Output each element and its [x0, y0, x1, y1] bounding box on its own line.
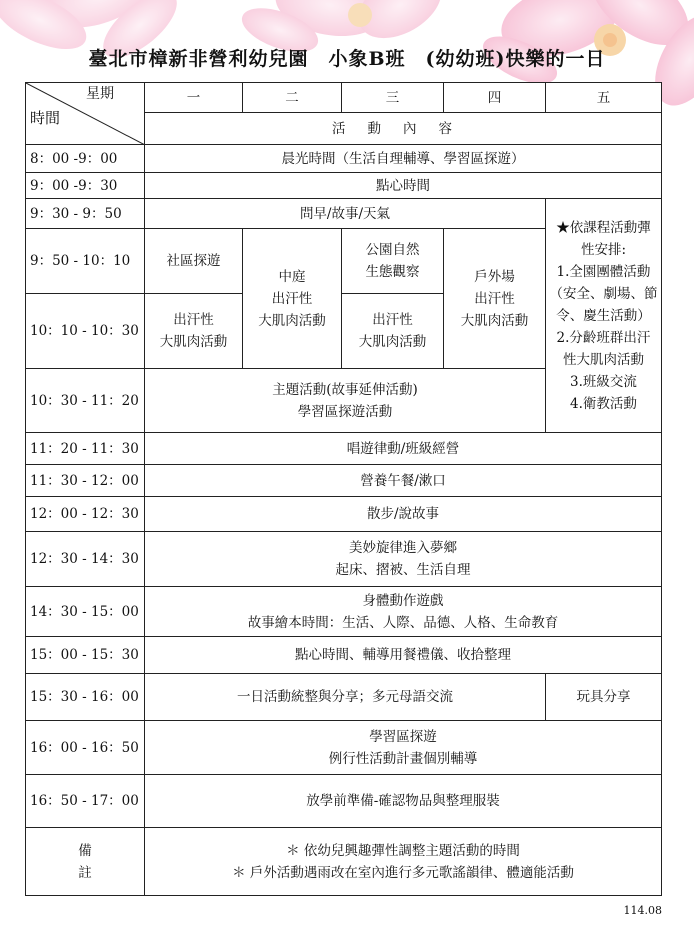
- activity-line: 故事繪本時間：生活、人際、品德、人格、生命教育: [247, 614, 559, 631]
- activity-cell: 點心時間、輔導用餐禮儀、收拾整理: [145, 637, 662, 674]
- activity-cell: 唱遊律動/班級經營: [145, 433, 662, 465]
- activity-cell-thu: [444, 229, 546, 369]
- remarks-label: [26, 828, 145, 896]
- activity-cell: 散步/說故事: [145, 497, 662, 532]
- time-slot: 12：30 - 14：30: [26, 532, 145, 587]
- activity-cell: [145, 369, 546, 433]
- remarks-label-line: 註: [78, 864, 92, 881]
- remark-note: ＊ 依幼兒興趣彈性調整主題活動的時間: [286, 842, 520, 859]
- version-footer: 114.08: [623, 904, 662, 917]
- activity-cell-fri: 玩具分享: [546, 674, 662, 721]
- time-slot: 9：30 - 9：50: [26, 199, 145, 229]
- note-line: 1.全園團體活動: [556, 263, 651, 280]
- note-line: 2.分齡班群出汗: [556, 329, 651, 346]
- activity-cell-wed: [342, 294, 444, 369]
- activity-line: 大肌肉活動: [159, 334, 228, 350]
- activity-cell-mon: 社區探遊: [145, 229, 243, 294]
- activity-line: 出汗性: [271, 290, 313, 307]
- friday-flexible-note: [546, 199, 662, 433]
- activity-line: 公園自然: [365, 242, 420, 258]
- day-header-tue: 二: [243, 83, 342, 113]
- time-label: 時間: [30, 109, 61, 127]
- note-line: 3.班級交流: [570, 373, 637, 390]
- time-slot: 15：30 - 16：00: [26, 674, 145, 721]
- page-title: 臺北市樟新非營利幼兒園 小象B班 (幼幼班)快樂的一日: [88, 48, 606, 70]
- time-slot: 8：00 -9：00: [26, 145, 145, 173]
- activity-line: 出汗性: [474, 290, 515, 307]
- remarks-notes: [145, 828, 662, 896]
- activity-line: 主題活動(故事延伸活動): [272, 381, 418, 398]
- note-line: 性大肌肉活動: [563, 351, 644, 368]
- activity-line: 大肌肉活動: [460, 312, 529, 329]
- note-line: 4.衛教活動: [570, 395, 637, 412]
- activity-cell: 問早/故事/天氣: [145, 199, 546, 229]
- activity-line: 起床、摺被、生活自理: [335, 562, 471, 578]
- activity-line: 戶外場: [474, 268, 515, 285]
- day-header-fri: 五: [546, 83, 662, 113]
- time-slot: 11：30 - 12：00: [26, 465, 145, 497]
- activity-cell-tue: [243, 229, 342, 369]
- activity-line: 美妙旋律進入夢鄉: [349, 540, 457, 556]
- day-header-mon: 一: [145, 83, 243, 113]
- activity-line: 中庭: [278, 268, 306, 285]
- schedule-table: [25, 82, 662, 896]
- activity-line: 學習區探遊: [369, 728, 437, 745]
- remarks-label-line: 備: [78, 842, 92, 859]
- time-slot: 10：10 - 10：30: [26, 294, 145, 369]
- content-header: 活動內容: [145, 113, 662, 145]
- activity-cell: 一日活動統整與分享；多元母語交流: [145, 674, 546, 721]
- activity-line: 身體動作遊戲: [362, 592, 444, 609]
- note-line: ★依課程活動彈: [556, 219, 651, 236]
- time-slot: 16：00 - 16：50: [26, 721, 145, 775]
- time-slot: 16：50 - 17：00: [26, 775, 145, 828]
- note-line: 令、慶生活動）: [556, 307, 651, 324]
- activity-cell-wed: [342, 229, 444, 294]
- activity-line: 出汗性: [372, 312, 413, 328]
- header-corner: [26, 83, 145, 145]
- activity-cell: [145, 721, 662, 775]
- activity-line: 生態觀察: [365, 264, 420, 280]
- activity-line: 出汗性: [173, 312, 214, 328]
- time-slot: 14：30 - 15：00: [26, 587, 145, 637]
- week-label: 星期: [86, 86, 114, 102]
- activity-cell: 營養午餐/漱口: [145, 465, 662, 497]
- time-slot: 11：20 - 11：30: [26, 433, 145, 465]
- activity-cell: 晨光時間（生活自理輔導、學習區探遊）: [145, 145, 662, 173]
- activity-cell: 點心時間: [145, 173, 662, 199]
- day-header-wed: 三: [342, 83, 444, 113]
- time-slot: 15：00 - 15：30: [26, 637, 145, 674]
- time-slot: 9：50 - 10：10: [26, 229, 145, 294]
- remark-note: ＊ 戶外活動遇雨改在室內進行多元歌謠韻律、體適能活動: [232, 864, 574, 881]
- activity-cell: [145, 587, 662, 637]
- activity-line: 例行性活動計畫個別輔導: [328, 750, 478, 767]
- activity-cell: 放學前準備-確認物品與整理服裝: [145, 775, 662, 828]
- time-slot: 12：00 - 12：30: [26, 497, 145, 532]
- activity-cell-mon: [145, 294, 243, 369]
- note-line: （安全、劇場、節: [549, 285, 658, 302]
- activity-line: 大肌肉活動: [258, 312, 326, 329]
- activity-line: 大肌肉活動: [358, 334, 427, 350]
- time-slot: 10：30 - 11：20: [26, 369, 145, 433]
- time-slot: 9：00 -9：30: [26, 173, 145, 199]
- day-header-thu: 四: [444, 83, 546, 113]
- activity-cell: [145, 532, 662, 587]
- activity-line: 學習區探遊活動: [297, 403, 393, 420]
- note-line: 性安排:: [580, 241, 627, 258]
